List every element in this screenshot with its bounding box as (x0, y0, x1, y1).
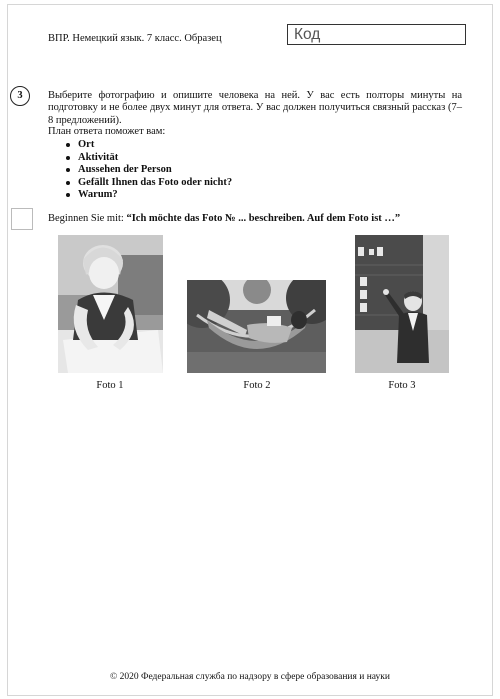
plan-intro: План ответа поможет вам: (48, 126, 166, 137)
plan-item-gefaellt: Gefällt Ihnen das Foto oder nicht? (48, 177, 232, 190)
begin-instruction (48, 213, 400, 224)
plan-item-ort: Ort (48, 139, 232, 152)
footer-copyright: © 2020 Федеральная служба по надзору в сфере образования и науки (109, 672, 390, 682)
photo-1-caption: Foto 1 (96, 380, 124, 391)
photo-2-image (187, 280, 326, 373)
page-header: ВПР. Немецкий язык. 7 класс. Образец (48, 33, 222, 44)
plan-item-aktivitaet: Aktivität (48, 152, 232, 165)
plan-list (48, 139, 232, 202)
begin-phrase: “Ich möchte das Foto № ... beschreiben. Auf dem Foto ist …” (126, 213, 401, 224)
code-field[interactable]: Код (287, 24, 466, 45)
photo-3-image (355, 235, 449, 373)
begin-prefix: Beginnen Sie mit: (48, 213, 127, 224)
task-number-badge: 3 (10, 86, 30, 106)
photo-3-caption: Foto 3 (388, 380, 416, 391)
photo-2-caption: Foto 2 (243, 380, 271, 391)
answer-checkbox[interactable] (11, 208, 33, 230)
photo-1-image (58, 235, 163, 373)
plan-item-aussehen: Aussehen der Person (48, 164, 232, 177)
task-instruction: Выберите фотографию и опишите человека на ней. У вас есть полторы минуты на подготовку и не более двух минут для ответа. У вас должен получиться связный рассказ (7–8 предложений). (48, 90, 462, 126)
plan-item-warum: Warum? (48, 189, 232, 202)
